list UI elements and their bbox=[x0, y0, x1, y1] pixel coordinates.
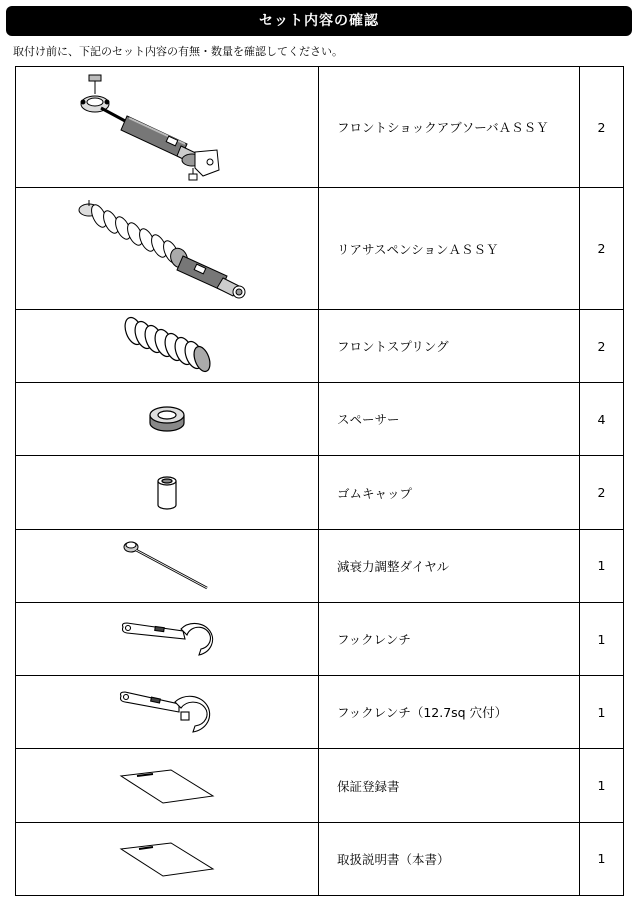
table-row bbox=[16, 602, 624, 675]
item-name: フックレンチ bbox=[319, 602, 580, 675]
item-quantity: 2 bbox=[580, 309, 624, 382]
item-name: フロントショックアブソーバＡＳＳＹ bbox=[319, 67, 580, 188]
item-quantity: 2 bbox=[580, 456, 624, 529]
item-quantity: 1 bbox=[580, 749, 624, 822]
table-row bbox=[16, 383, 624, 456]
table-row bbox=[16, 822, 624, 895]
item-name: フロントスプリング bbox=[319, 309, 580, 382]
damping-dial-illustration bbox=[117, 536, 217, 596]
header-bar bbox=[6, 6, 632, 36]
hook-wrench-illustration bbox=[117, 619, 217, 659]
table-row bbox=[16, 309, 624, 382]
item-image-cell bbox=[16, 188, 319, 309]
item-quantity: 1 bbox=[580, 602, 624, 675]
item-image-cell bbox=[16, 602, 319, 675]
item-quantity: 1 bbox=[580, 676, 624, 749]
item-quantity: 2 bbox=[580, 67, 624, 188]
table-row bbox=[16, 188, 624, 309]
item-image-cell bbox=[16, 456, 319, 529]
table-row bbox=[16, 676, 624, 749]
table-row bbox=[16, 456, 624, 529]
item-name: 取扱説明書（本書） bbox=[319, 822, 580, 895]
item-name: フックレンチ（12.7sq 穴付） bbox=[319, 676, 580, 749]
front-shock-absorber-illustration bbox=[67, 72, 267, 182]
table-row bbox=[16, 749, 624, 822]
item-image-cell bbox=[16, 822, 319, 895]
item-image-cell bbox=[16, 676, 319, 749]
intro-text: 取付け前に、下記のセット内容の有無・数量を確認してください。 bbox=[13, 45, 343, 58]
hook-wrench-with-hole-illustration bbox=[117, 690, 217, 734]
item-name: リアサスペンションＡＳＳＹ bbox=[319, 188, 580, 309]
page-title: セット内容の確認 bbox=[259, 13, 379, 29]
rubber-cap-illustration bbox=[152, 473, 182, 513]
item-name: スペーサー bbox=[319, 383, 580, 456]
item-quantity: 4 bbox=[580, 383, 624, 456]
table-row bbox=[16, 67, 624, 188]
item-quantity: 1 bbox=[580, 529, 624, 602]
item-name: 減衰力調整ダイヤル bbox=[319, 529, 580, 602]
item-image-cell bbox=[16, 529, 319, 602]
rear-suspension-illustration bbox=[67, 194, 267, 304]
item-name: 保証登録書 bbox=[319, 749, 580, 822]
item-quantity: 2 bbox=[580, 188, 624, 309]
item-quantity: 1 bbox=[580, 822, 624, 895]
warranty-card-illustration bbox=[117, 766, 217, 806]
manual-illustration bbox=[117, 839, 217, 879]
contents-table bbox=[15, 66, 624, 896]
item-name: ゴムキャップ bbox=[319, 456, 580, 529]
item-image-cell bbox=[16, 309, 319, 382]
front-spring-illustration bbox=[112, 313, 222, 379]
table-row bbox=[16, 529, 624, 602]
item-image-cell bbox=[16, 383, 319, 456]
item-image-cell bbox=[16, 67, 319, 188]
spacer-illustration bbox=[142, 399, 192, 439]
item-image-cell bbox=[16, 749, 319, 822]
